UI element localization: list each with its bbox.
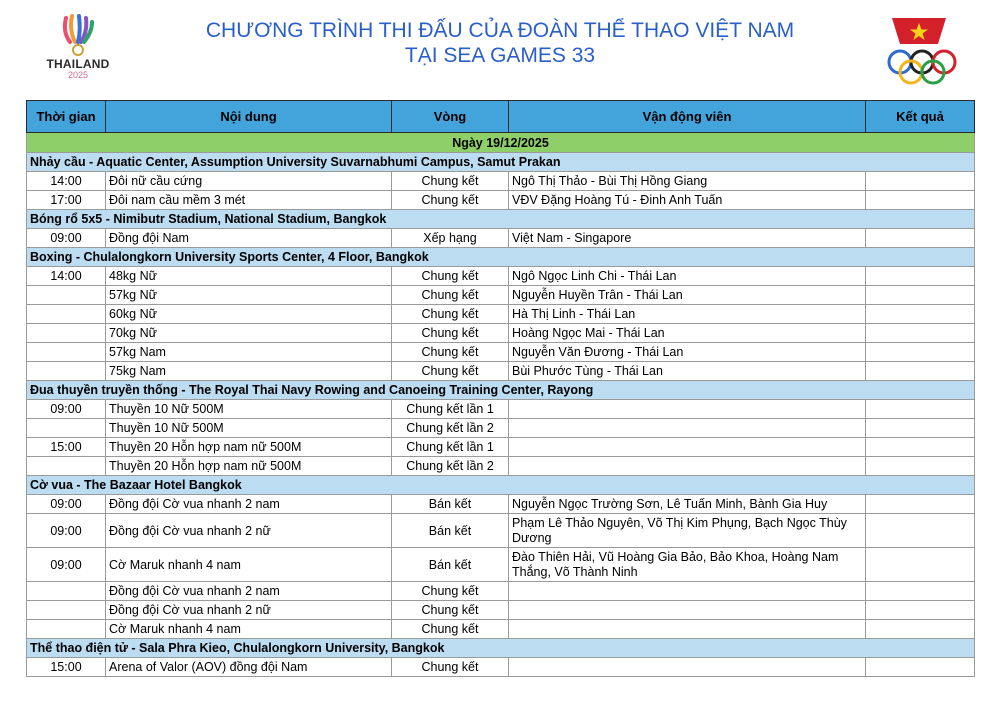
athletes-cell bbox=[509, 438, 866, 457]
result-cell bbox=[866, 582, 975, 601]
table-row bbox=[27, 495, 975, 514]
table-row bbox=[27, 324, 975, 343]
athletes-cell: Hà Thị Linh - Thái Lan bbox=[509, 305, 866, 324]
table-row bbox=[27, 438, 975, 457]
time-cell: 15:00 bbox=[27, 658, 106, 677]
athletes-cell: Nguyễn Huyền Trân - Thái Lan bbox=[509, 286, 866, 305]
sea-games-emblem-icon bbox=[40, 14, 116, 58]
time-cell: 09:00 bbox=[27, 495, 106, 514]
venue-label: Đua thuyền truyền thống - The Royal Thai Navy Rowing and Canoeing Training Center, Rayong bbox=[27, 381, 975, 400]
time-cell: 09:00 bbox=[27, 229, 106, 248]
result-cell bbox=[866, 305, 975, 324]
result-cell bbox=[866, 438, 975, 457]
venue-row bbox=[27, 153, 975, 172]
round-cell: Bán kết bbox=[392, 514, 509, 548]
athletes-cell: Việt Nam - Singapore bbox=[509, 229, 866, 248]
col-header-result: Kết quả bbox=[866, 101, 975, 133]
table-row bbox=[27, 620, 975, 639]
col-header-athletes: Vận động viên bbox=[509, 101, 866, 133]
title-line-2: TẠI SEA GAMES 33 bbox=[404, 44, 596, 67]
time-cell bbox=[27, 343, 106, 362]
title-line-1: CHƯƠNG TRÌNH THI ĐẤU CỦA ĐOÀN THỂ THAO VIỆT NAM bbox=[205, 19, 795, 42]
time-cell: 14:00 bbox=[27, 267, 106, 286]
table-row bbox=[27, 286, 975, 305]
event-cell: 70kg Nữ bbox=[106, 324, 392, 343]
venue-row bbox=[27, 381, 975, 400]
athletes-cell: Ngô Thị Thảo - Bùi Thị Hồng Giang bbox=[509, 172, 866, 191]
athletes-cell: VĐV Đặng Hoàng Tú - Đinh Anh Tuấn bbox=[509, 191, 866, 210]
thailand-2025-logo bbox=[40, 14, 116, 84]
result-cell bbox=[866, 267, 975, 286]
athletes-cell bbox=[509, 457, 866, 476]
athletes-cell: Đào Thiên Hải, Vũ Hoàng Gia Bảo, Bảo Khoa, Hoàng Nam Thắng, Võ Thành Ninh bbox=[509, 548, 866, 582]
athletes-cell: Hoàng Ngọc Mai - Thái Lan bbox=[509, 324, 866, 343]
athletes-cell bbox=[509, 620, 866, 639]
table-row bbox=[27, 601, 975, 620]
time-cell: 17:00 bbox=[27, 191, 106, 210]
time-cell bbox=[27, 620, 106, 639]
result-cell bbox=[866, 658, 975, 677]
result-cell bbox=[866, 191, 975, 210]
col-header-round: Vòng bbox=[392, 101, 509, 133]
table-row bbox=[27, 582, 975, 601]
time-cell bbox=[27, 362, 106, 381]
table-row bbox=[27, 229, 975, 248]
round-cell: Chung kết bbox=[392, 362, 509, 381]
round-cell: Chung kết bbox=[392, 343, 509, 362]
venue-row bbox=[27, 248, 975, 267]
time-cell: 09:00 bbox=[27, 514, 106, 548]
time-cell bbox=[27, 419, 106, 438]
athletes-cell bbox=[509, 658, 866, 677]
time-cell: 09:00 bbox=[27, 400, 106, 419]
round-cell: Chung kết bbox=[392, 582, 509, 601]
event-cell: 57kg Nữ bbox=[106, 286, 392, 305]
round-cell: Bán kết bbox=[392, 548, 509, 582]
round-cell: Xếp hạng bbox=[392, 229, 509, 248]
table-row bbox=[27, 548, 975, 582]
result-cell bbox=[866, 362, 975, 381]
event-cell: Đồng đội Cờ vua nhanh 2 nữ bbox=[106, 514, 392, 548]
schedule-table bbox=[26, 100, 975, 677]
event-cell: Thuyền 10 Nữ 500M bbox=[106, 400, 392, 419]
athletes-cell bbox=[509, 419, 866, 438]
result-cell bbox=[866, 172, 975, 191]
time-cell bbox=[27, 457, 106, 476]
venue-row bbox=[27, 476, 975, 495]
event-cell: Đồng đội Cờ vua nhanh 2 nam bbox=[106, 495, 392, 514]
page-title bbox=[150, 18, 850, 68]
round-cell: Chung kết bbox=[392, 620, 509, 639]
event-cell: 48kg Nữ bbox=[106, 267, 392, 286]
result-cell bbox=[866, 343, 975, 362]
athletes-cell: Phạm Lê Thảo Nguyên, Võ Thị Kim Phụng, Bạch Ngọc Thùy Dương bbox=[509, 514, 866, 548]
event-cell: Đồng đội Cờ vua nhanh 2 nam bbox=[106, 582, 392, 601]
venue-label: Cờ vua - The Bazaar Hotel Bangkok bbox=[27, 476, 975, 495]
result-cell bbox=[866, 457, 975, 476]
result-cell bbox=[866, 286, 975, 305]
event-cell: Thuyền 10 Nữ 500M bbox=[106, 419, 392, 438]
athletes-cell: Nguyễn Ngọc Trường Sơn, Lê Tuấn Minh, Bành Gia Huy bbox=[509, 495, 866, 514]
round-cell: Chung kết bbox=[392, 601, 509, 620]
table-row bbox=[27, 457, 975, 476]
athletes-cell bbox=[509, 582, 866, 601]
vietnam-olympic-logo bbox=[882, 14, 962, 86]
table-row bbox=[27, 343, 975, 362]
round-cell: Bán kết bbox=[392, 495, 509, 514]
result-cell bbox=[866, 548, 975, 582]
time-cell bbox=[27, 601, 106, 620]
venue-row bbox=[27, 639, 975, 658]
athletes-cell: Bùi Phước Tùng - Thái Lan bbox=[509, 362, 866, 381]
time-cell bbox=[27, 286, 106, 305]
venue-label: Thể thao điện tử - Sala Phra Kieo, Chulalongkorn University, Bangkok bbox=[27, 639, 975, 658]
result-cell bbox=[866, 400, 975, 419]
table-row bbox=[27, 191, 975, 210]
event-cell: Cờ Maruk nhanh 4 nam bbox=[106, 620, 392, 639]
table-row bbox=[27, 514, 975, 548]
logo-year: 2025 bbox=[67, 70, 89, 80]
table-row bbox=[27, 362, 975, 381]
time-cell bbox=[27, 324, 106, 343]
round-cell: Chung kết bbox=[392, 305, 509, 324]
event-cell: Đồng đội Nam bbox=[106, 229, 392, 248]
result-cell bbox=[866, 419, 975, 438]
venue-label: Boxing - Chulalongkorn University Sports Center, 4 Floor, Bangkok bbox=[27, 248, 975, 267]
event-cell: 75kg Nam bbox=[106, 362, 392, 381]
result-cell bbox=[866, 601, 975, 620]
logo-text: THAILAND bbox=[46, 57, 110, 71]
col-header-time: Thời gian bbox=[27, 101, 106, 133]
round-cell: Chung kết lần 1 bbox=[392, 438, 509, 457]
athletes-cell bbox=[509, 601, 866, 620]
col-header-event: Nội dung bbox=[106, 101, 392, 133]
olympic-rings-flag-icon bbox=[882, 14, 962, 86]
table-row bbox=[27, 172, 975, 191]
round-cell: Chung kết bbox=[392, 324, 509, 343]
round-cell: Chung kết lần 2 bbox=[392, 419, 509, 438]
result-cell bbox=[866, 229, 975, 248]
time-cell: 15:00 bbox=[27, 438, 106, 457]
round-cell: Chung kết bbox=[392, 286, 509, 305]
event-cell: Arena of Valor (AOV) đồng đội Nam bbox=[106, 658, 392, 677]
athletes-cell bbox=[509, 400, 866, 419]
result-cell bbox=[866, 324, 975, 343]
event-cell: Thuyền 20 Hỗn hợp nam nữ 500M bbox=[106, 438, 392, 457]
table-body bbox=[27, 133, 975, 677]
event-cell: Cờ Maruk nhanh 4 nam bbox=[106, 548, 392, 582]
venue-label: Bóng rổ 5x5 - Nimibutr Stadium, National Stadium, Bangkok bbox=[27, 210, 975, 229]
event-cell: Thuyền 20 Hỗn hợp nam nữ 500M bbox=[106, 457, 392, 476]
athletes-cell: Nguyễn Văn Đương - Thái Lan bbox=[509, 343, 866, 362]
event-cell: Đôi nữ cầu cứng bbox=[106, 172, 392, 191]
venue-label: Nhảy cầu - Aquatic Center, Assumption University Suvarnabhumi Campus, Samut Prakan bbox=[27, 153, 975, 172]
result-cell bbox=[866, 495, 975, 514]
round-cell: Chung kết lần 1 bbox=[392, 400, 509, 419]
day-label: Ngày 19/12/2025 bbox=[27, 133, 975, 153]
time-cell: 09:00 bbox=[27, 548, 106, 582]
time-cell bbox=[27, 305, 106, 324]
round-cell: Chung kết lần 2 bbox=[392, 457, 509, 476]
table-header-row bbox=[27, 101, 975, 133]
table-row bbox=[27, 400, 975, 419]
event-cell: 60kg Nữ bbox=[106, 305, 392, 324]
round-cell: Chung kết bbox=[392, 191, 509, 210]
table-row bbox=[27, 419, 975, 438]
time-cell: 14:00 bbox=[27, 172, 106, 191]
result-cell bbox=[866, 514, 975, 548]
round-cell: Chung kết bbox=[392, 658, 509, 677]
table-row bbox=[27, 305, 975, 324]
event-cell: 57kg Nam bbox=[106, 343, 392, 362]
round-cell: Chung kết bbox=[392, 267, 509, 286]
result-cell bbox=[866, 620, 975, 639]
time-cell bbox=[27, 582, 106, 601]
athletes-cell: Ngô Ngọc Linh Chi - Thái Lan bbox=[509, 267, 866, 286]
table-row bbox=[27, 658, 975, 677]
round-cell: Chung kết bbox=[392, 172, 509, 191]
event-cell: Đồng đội Cờ vua nhanh 2 nữ bbox=[106, 601, 392, 620]
day-row bbox=[27, 133, 975, 153]
table-row bbox=[27, 267, 975, 286]
venue-row bbox=[27, 210, 975, 229]
event-cell: Đôi nam cầu mềm 3 mét bbox=[106, 191, 392, 210]
